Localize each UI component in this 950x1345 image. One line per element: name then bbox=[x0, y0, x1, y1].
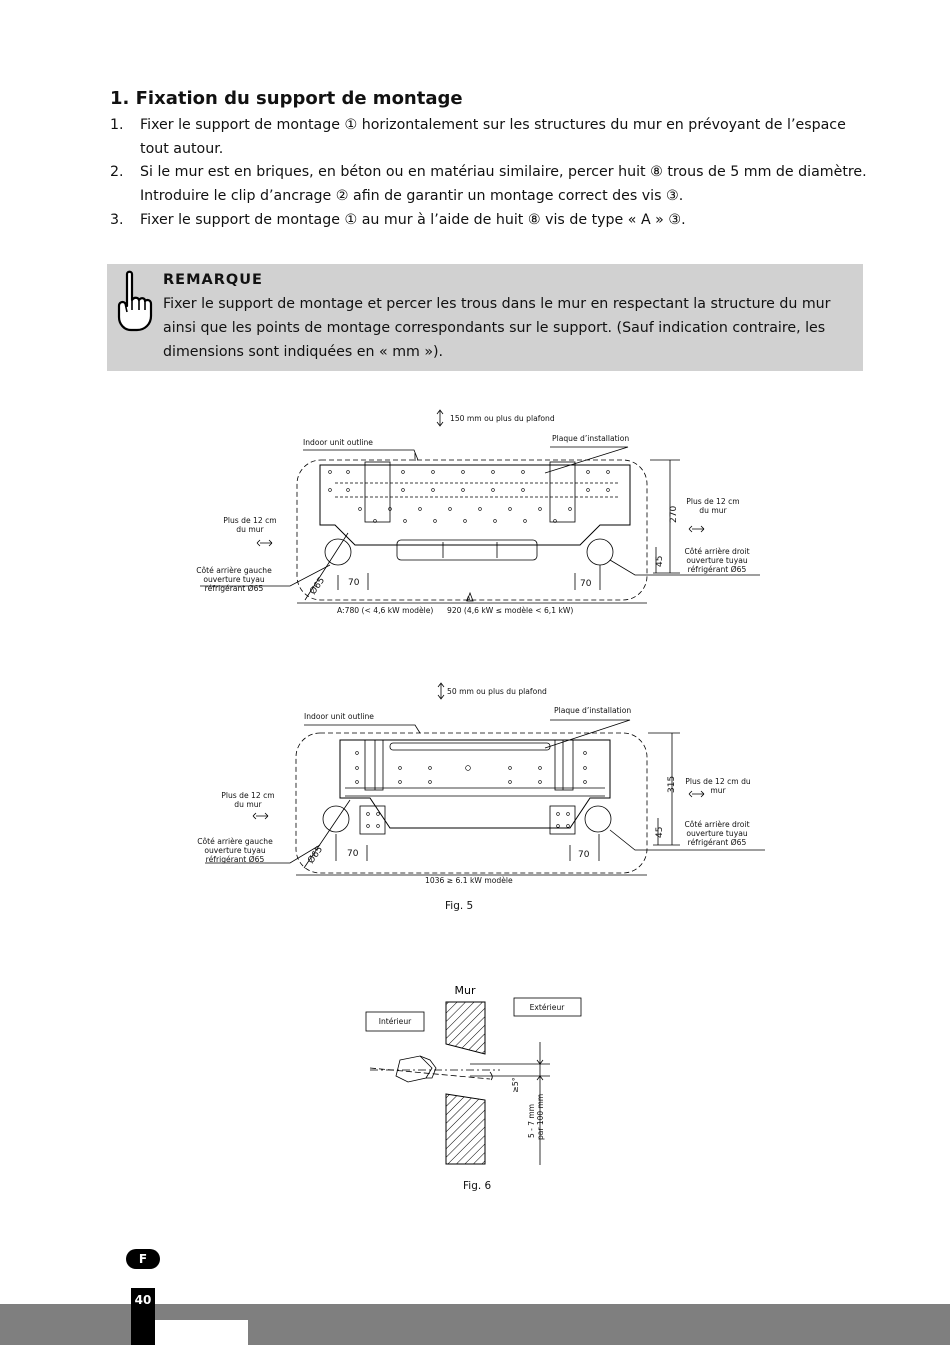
figure-6-caption: Fig. 6 bbox=[463, 1180, 492, 1192]
section-title: 1. Fixation du support de montage bbox=[110, 88, 463, 109]
left-pipe-line: Côté arrière gauche bbox=[197, 837, 273, 846]
mounting-plate-diagram-2 bbox=[190, 678, 770, 890]
slope-line: par 100 mm bbox=[536, 1093, 545, 1140]
step-number: 2. bbox=[110, 164, 124, 180]
left-pipe-line: réfrigérant Ø65 bbox=[204, 584, 264, 593]
note-title: REMARQUE bbox=[163, 272, 263, 288]
height-dimension: 315 bbox=[667, 775, 677, 793]
right-pipe-line: réfrigérant Ø65 bbox=[687, 565, 747, 574]
note-box bbox=[107, 264, 863, 371]
right-clearance-line: du mur bbox=[699, 506, 727, 515]
width-a-label: A:780 (< 4,6 kW modèle) bbox=[337, 606, 434, 615]
angle-label: ≥5° bbox=[511, 1077, 520, 1093]
plate-label: Plaque d’installation bbox=[554, 706, 632, 715]
left-clearance-line: Plus de 12 cm bbox=[221, 791, 275, 800]
step-number: 3. bbox=[110, 212, 124, 228]
plate-label: Plaque d’installation bbox=[552, 434, 630, 443]
page-number: 40 bbox=[131, 1288, 155, 1345]
outside-label: Extérieur bbox=[529, 1003, 565, 1012]
step-text: Fixer le support de montage ① au mur à l’aide de huit ⑧ vis de type « A » ③. bbox=[140, 212, 686, 228]
inside-label: Intérieur bbox=[378, 1017, 412, 1026]
offset-45-dimension: 45 bbox=[655, 826, 665, 838]
step-text: Fixer le support de montage ① horizontalement sur les structures du mur en prévoyant de l’espace tout autour. bbox=[140, 117, 846, 157]
note-text: Fixer le support de montage et percer les trous dans le mur en respectant la structure du mur ainsi que les points de montage correspondants sur le support. (Sauf indication contraire, les dimensions sont indiquées en « mm »). bbox=[163, 296, 831, 360]
width-b-label: 920 (4,6 kW ≤ modèle < 6,1 kW) bbox=[447, 606, 574, 615]
height-dimension: 270 bbox=[669, 505, 679, 523]
width-label: 1036 ≥ 6.1 kW modèle bbox=[425, 876, 513, 885]
right-clearance-line: mur bbox=[710, 786, 726, 795]
right-clearance-line: Plus de 12 cm du bbox=[685, 777, 751, 786]
right-pipe-line: ouverture tuyau bbox=[686, 556, 748, 565]
outline-label: Indoor unit outline bbox=[304, 712, 374, 721]
diameter-dimension: Ø65 bbox=[306, 844, 326, 866]
left-pipe-line: Côté arrière gauche bbox=[196, 566, 272, 575]
mounting-plate-diagram-1 bbox=[190, 405, 770, 625]
left-clearance-line: du mur bbox=[234, 800, 262, 809]
right-clearance-line: Plus de 12 cm bbox=[686, 497, 740, 506]
left-clearance-line: du mur bbox=[236, 525, 264, 534]
outline-label: Indoor unit outline bbox=[303, 438, 373, 447]
step-number: 1. bbox=[110, 117, 124, 133]
wall-hole-slope-diagram bbox=[360, 980, 600, 1170]
right-70-dimension: 70 bbox=[578, 850, 590, 860]
footer-tab bbox=[155, 1320, 248, 1345]
left-pipe-line: ouverture tuyau bbox=[203, 575, 265, 584]
right-pipe-line: Côté arrière droit bbox=[684, 547, 750, 556]
step-item bbox=[110, 161, 870, 208]
figure-5-caption: Fig. 5 bbox=[445, 900, 474, 912]
step-text: Si le mur est en briques, en béton ou en matériau similaire, percer huit ⑧ trous de 5 mm de diamètre. Introduire le clip d’ancrage ② afin de garantir un montage correct des vis ③. bbox=[140, 164, 867, 204]
left-pipe-line: réfrigérant Ø65 bbox=[205, 855, 265, 864]
top-clearance-label: 150 mm ou plus du plafond bbox=[450, 414, 555, 423]
right-pipe-line: Côté arrière droit bbox=[684, 820, 750, 829]
right-pipe-line: réfrigérant Ø65 bbox=[687, 838, 747, 847]
language-badge: F bbox=[126, 1249, 160, 1269]
offset-45-dimension: 45 bbox=[655, 555, 665, 567]
right-pipe-line: ouverture tuyau bbox=[686, 829, 748, 838]
left-pipe-line: ouverture tuyau bbox=[204, 846, 266, 855]
step-item bbox=[110, 114, 870, 161]
left-70-dimension: 70 bbox=[347, 849, 359, 859]
marker-a: A bbox=[466, 595, 471, 603]
top-clearance-label: 50 mm ou plus du plafond bbox=[447, 687, 547, 696]
slope-line: 5 - 7 mm bbox=[527, 1103, 536, 1138]
left-clearance-line: Plus de 12 cm bbox=[223, 516, 277, 525]
pointing-hand-icon bbox=[113, 270, 153, 334]
left-70-dimension: 70 bbox=[348, 578, 360, 588]
wall-label: Mur bbox=[454, 984, 476, 997]
right-70-dimension: 70 bbox=[580, 579, 592, 589]
step-item bbox=[110, 209, 870, 233]
diameter-dimension: Ø65 bbox=[308, 575, 328, 597]
